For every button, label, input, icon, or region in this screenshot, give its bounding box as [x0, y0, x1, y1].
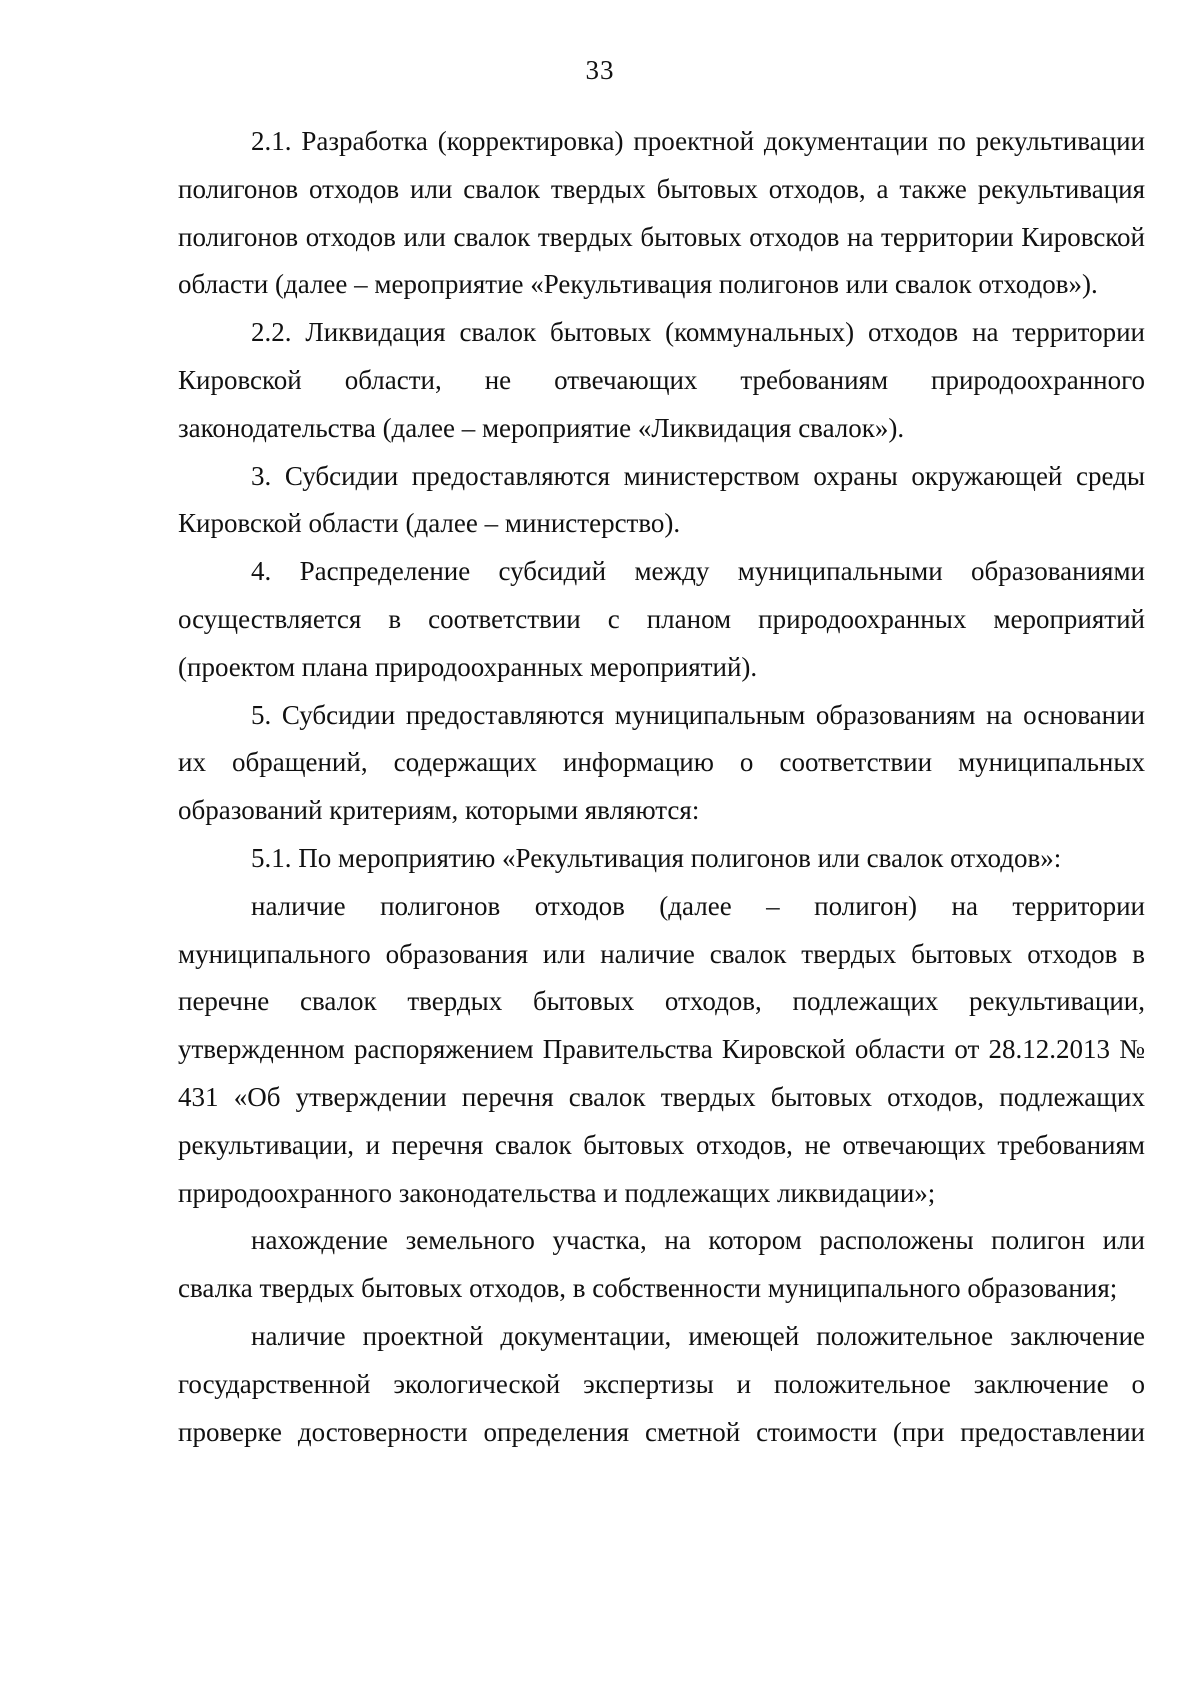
paragraph-5-1-criterion-project-docs: наличие проектной документации, имеющей положительное заключение государственной экологической экспертизы и положительное заключение о проверке достоверности определения сметной стоимости (при предоставлении: [178, 1320, 1145, 1447]
paragraph-3: 3. Субсидии предоставляются министерством охраны окружающей среды Кировской области (далее – министерство).: [178, 460, 1145, 539]
page-number: 33: [585, 55, 615, 85]
paragraph-4: 4. Распределение субсидий между муниципальными образованиями осуществляется в соответствии с планом природоохранных мероприятий (проектом плана природоохранных мероприятий).: [178, 556, 1145, 682]
document-body: [178, 118, 1145, 1456]
paragraph-5-1-criterion-landfills: наличие полигонов отходов (далее – полигон) на территории муниципального образования или наличие свалок твердых бытовых отходов в перечне свалок твердых бытовых отходов, подлежащих рекультивации, утвержденном распоряжением Правительства Кировской области от 28.12.2013 № 431 «Об утверждении перечня свалок твердых бытовых отходов, подлежащих рекультивации, и перечня свалок бытовых отходов, не отвечающих требованиям природоохранного законодательства и подлежащих ликвидации»;: [178, 890, 1145, 1208]
paragraph-5-1-criterion-land-ownership: нахождение земельного участка, на котором расположены полигон или свалка твердых бытовых отходов, в собственности муниципального образования;: [178, 1225, 1145, 1304]
paragraph-2-2: 2.2. Ликвидация свалок бытовых (коммунальных) отходов на территории Кировской области, не отвечающих требованиям природоохранного законодательства (далее – мероприятие «Ликвидация свалок»).: [178, 317, 1145, 443]
paragraph-2-1: 2.1. Разработка (корректировка) проектной документации по рекультивации полигонов отходов или свалок твердых бытовых отходов, а также рекультивация полигонов отходов или свалок твердых бытовых отходов на территории Кировской области (далее – мероприятие «Рекультивация полигонов или свалок отходов»).: [178, 126, 1145, 300]
paragraph-5: 5. Субсидии предоставляются муниципальным образованиям на основании их обращений, содержащих информацию о соответствии муниципальных образований критериям, которыми являются:: [178, 699, 1145, 826]
paragraph-5-1: 5.1. По мероприятию «Рекультивация полигонов или свалок отходов»:: [251, 842, 1062, 873]
